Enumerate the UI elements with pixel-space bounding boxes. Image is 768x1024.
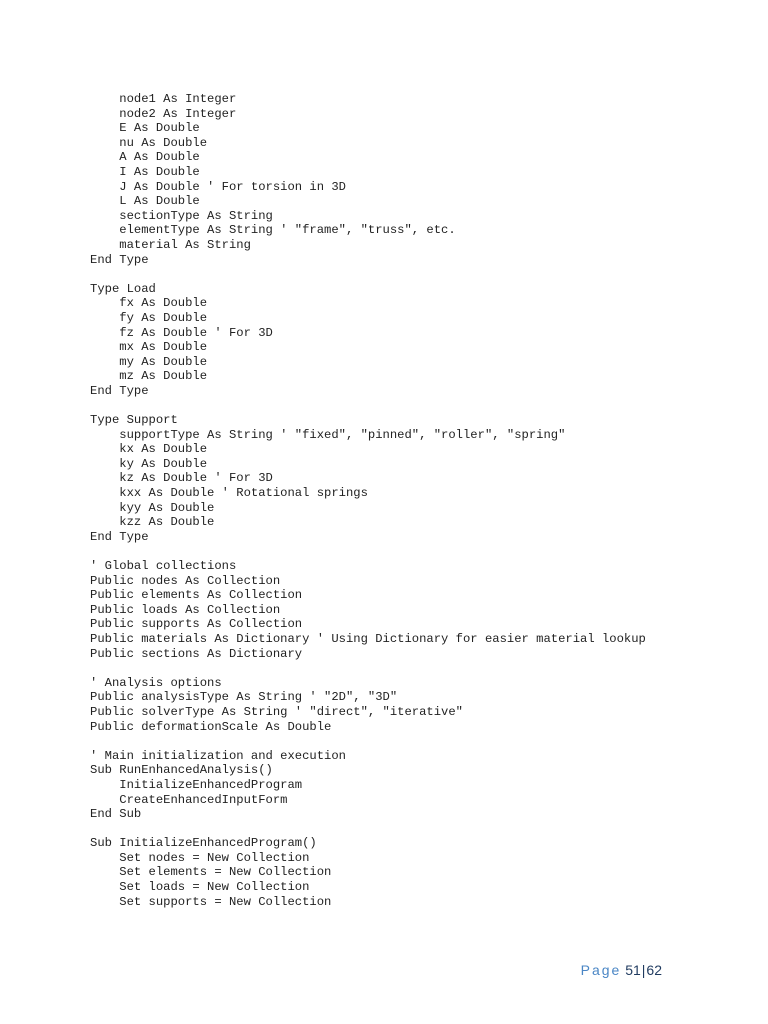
- code-block: [90, 92, 646, 909]
- code-line: End Sub: [90, 807, 142, 822]
- code-line: mx As Double: [90, 340, 208, 355]
- code-line: my As Double: [90, 354, 208, 369]
- code-line: Public nodes As Collection: [90, 573, 281, 588]
- code-line: ' Main initialization and execution: [90, 748, 346, 763]
- code-line: Public loads As Collection: [90, 602, 281, 617]
- code-line: fz As Double ' For 3D: [90, 325, 273, 340]
- code-line: Public solverType As String ' "direct", "iterative": [90, 704, 463, 719]
- code-line: Public analysisType As String ' "2D", "3D": [90, 690, 398, 705]
- code-line: Type Support: [90, 413, 178, 428]
- code-line: fy As Double: [90, 310, 208, 325]
- code-line: Public sections As Dictionary: [90, 646, 303, 661]
- code-line: kzz As Double: [90, 515, 215, 530]
- code-line: kyy As Double: [90, 500, 215, 515]
- page-number-footer: [581, 962, 662, 978]
- code-line: [90, 661, 646, 676]
- code-line: node1 As Integer: [90, 92, 237, 106]
- code-line: mz As Double: [90, 369, 208, 384]
- code-line: [90, 734, 646, 749]
- code-line: Set elements = New Collection: [90, 865, 332, 880]
- current-page-number: 51: [625, 962, 641, 978]
- code-line: elementType As String ' "frame", "truss", etc.: [90, 223, 456, 238]
- page-label: Page: [580, 962, 622, 978]
- total-pages-number: 62: [646, 962, 662, 978]
- code-line: ' Analysis options: [90, 675, 222, 690]
- code-line: sectionType As String: [90, 208, 273, 223]
- code-line: Sub InitializeEnhancedProgram(): [90, 836, 317, 851]
- code-line: [90, 822, 646, 837]
- code-line: node2 As Integer: [90, 106, 237, 121]
- code-line: kz As Double ' For 3D: [90, 471, 273, 486]
- code-line: J As Double ' For torsion in 3D: [90, 179, 346, 194]
- code-line: kxx As Double ' Rotational springs: [90, 486, 368, 501]
- code-line: CreateEnhancedInputForm: [90, 792, 288, 807]
- code-line: supportType As String ' "fixed", "pinned", "roller", "spring": [90, 427, 566, 442]
- code-line: [90, 398, 646, 413]
- code-line: Public deformationScale As Double: [90, 719, 332, 734]
- code-line: Public materials As Dictionary ' Using Dictionary for easier material lookup: [90, 631, 646, 646]
- code-line: nu As Double: [90, 135, 208, 150]
- code-line: Set supports = New Collection: [90, 894, 332, 909]
- code-line: Set loads = New Collection: [90, 880, 310, 895]
- code-line: L As Double: [90, 194, 200, 209]
- code-line: fx As Double: [90, 296, 208, 311]
- code-line: A As Double: [90, 150, 200, 165]
- code-line: Sub RunEnhancedAnalysis(): [90, 763, 273, 778]
- page-separator: |: [641, 962, 646, 978]
- code-line: kx As Double: [90, 442, 208, 457]
- code-line: End Type: [90, 529, 149, 544]
- code-line: I As Double: [90, 164, 200, 179]
- code-line: Public elements As Collection: [90, 588, 303, 603]
- code-line: [90, 267, 646, 282]
- code-line: InitializeEnhancedProgram: [90, 777, 303, 792]
- code-line: [90, 544, 646, 559]
- code-line: ' Global collections: [90, 559, 237, 573]
- code-line: Set nodes = New Collection: [90, 850, 310, 865]
- code-line: End Type: [90, 383, 149, 398]
- code-line: E As Double: [90, 121, 200, 136]
- code-line: Type Load: [90, 281, 156, 296]
- code-line: Public supports As Collection: [90, 617, 303, 632]
- code-line: End Type: [90, 252, 149, 267]
- code-line: material As String: [90, 237, 251, 252]
- code-line: ky As Double: [90, 456, 208, 471]
